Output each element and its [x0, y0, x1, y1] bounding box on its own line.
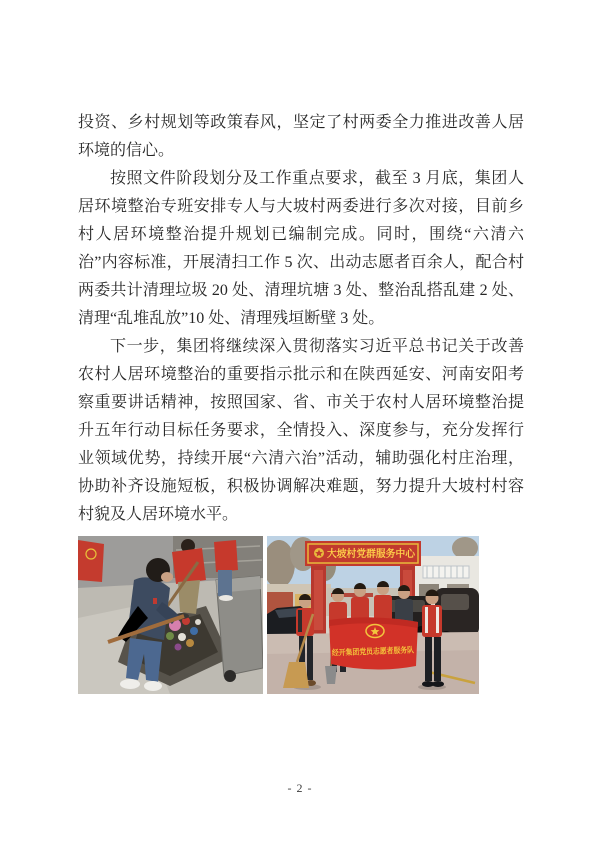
face: [161, 572, 173, 582]
badge: [153, 598, 157, 604]
photo-group-at-service-center: [267, 536, 479, 694]
paragraph-1: 投资、乡村规划等政策春风，坚定了村两委全力推进改善人居环境的信心。: [78, 114, 524, 159]
banner-text: 经开集团党员志愿者服务队: [331, 645, 429, 658]
photo-drain-cleaning: [78, 536, 263, 694]
document-body: [78, 109, 524, 529]
photo-row: [78, 536, 479, 694]
paragraph-2: 按照文件阶段划分及工作重点要求，截至 3 月底，集团人居环境整治专班安排专人与大坡村两委进行多次对接，目前乡村人居环境整治提升规划已编制完成。同时，围绕“六清六治”内容标准，开展清扫工作 5 次、出动志愿者百余人，配合村两委共计清理垃圾 20 处、清理坑塘 3 处、整治乱搭乱建 2 处、清理“乱堆乱放”10 处、清理残垣断壁 3 处。: [78, 170, 524, 327]
shovel-blade: [325, 666, 337, 684]
shoe: [144, 681, 162, 691]
shoe: [120, 679, 140, 689]
banner: [329, 617, 429, 669]
page-number: - 2 -: [287, 781, 313, 795]
gate-sign-text: 大坡村党群服务中心: [327, 549, 417, 560]
volunteer-background-left: [78, 540, 104, 582]
paragraph-3: 下一步，集团将继续深入贯彻落实习近平总书记关于改善农村人居环境整治的重要指示批示和在陕西延安、河南安阳考察重要讲话精神，按照国家、省、市关于农村人居环境整治提升五年行动目标任务要求，全情投入、深度参与，充分发挥行业领域优势，持续开展“六清六治”活动，辅助强化村庄治理，协助补齐设施短板，积极协调解决难题，努力提升大坡村村容村貌及人居环境水平。: [78, 338, 524, 523]
